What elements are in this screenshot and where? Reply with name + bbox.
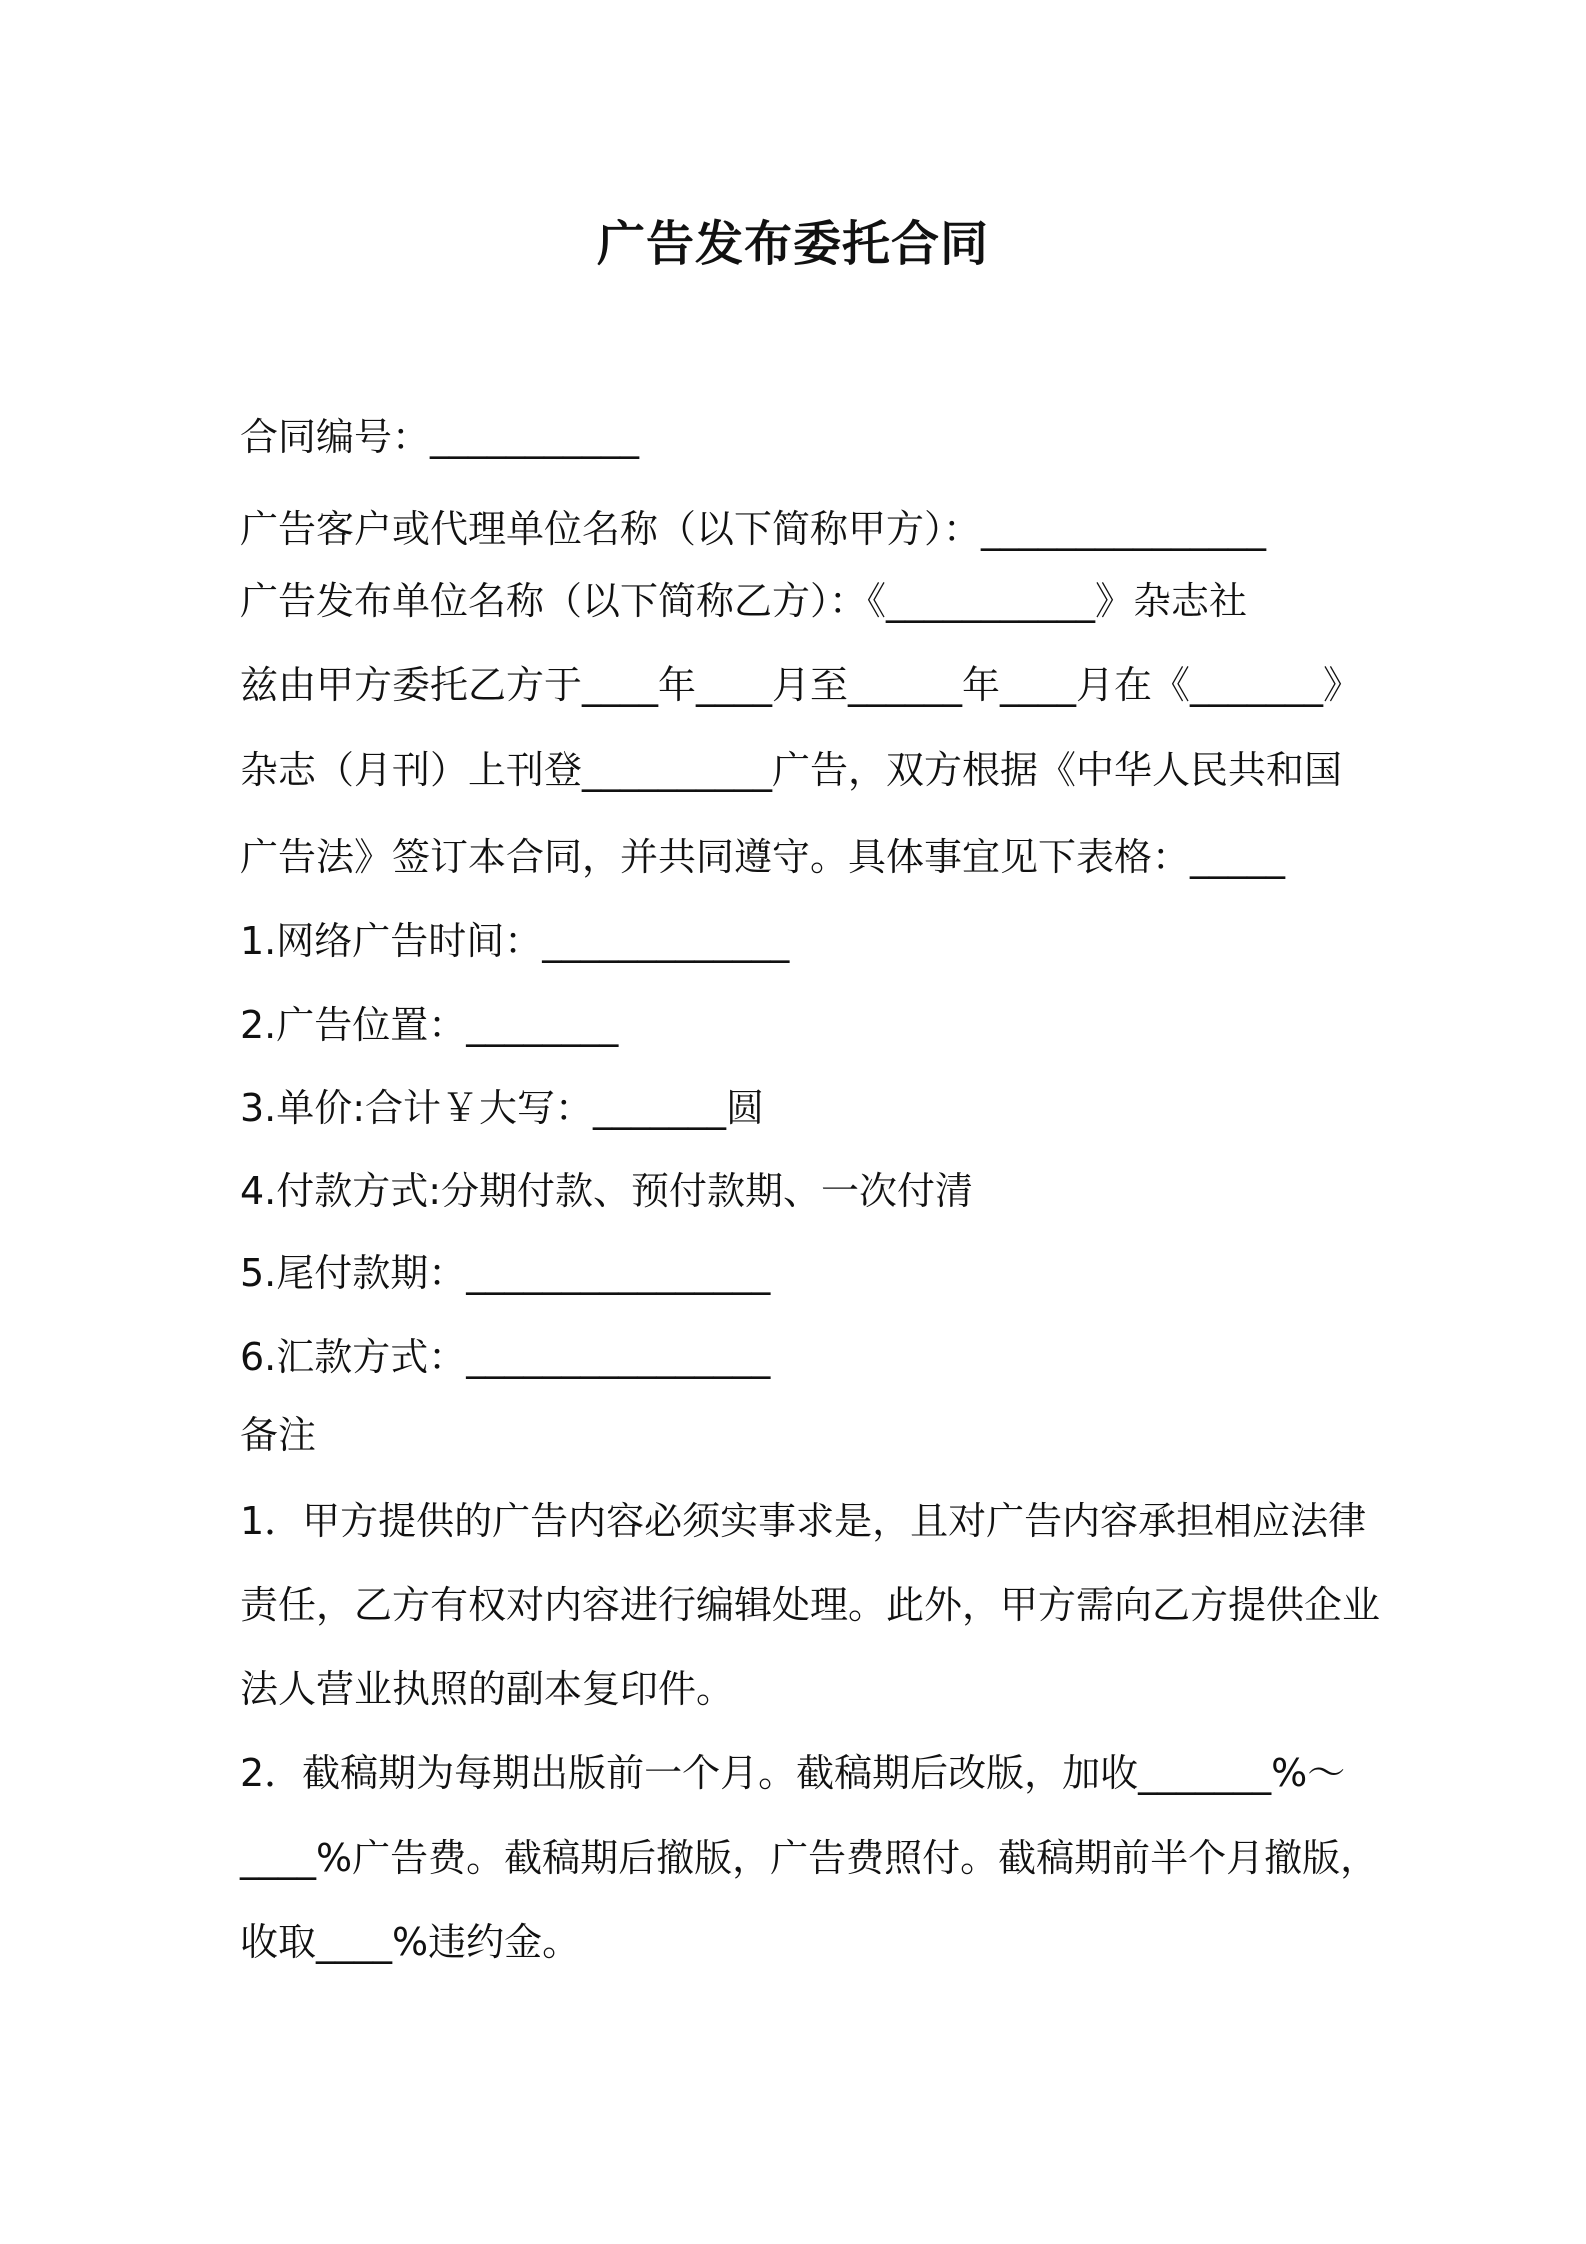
intro-paragraph-line-1: 兹由甲方委托乙方于____年____月至______年____月在《_______》: [240, 663, 1362, 707]
remark-2-line-3: 收取____%违约金。: [240, 1920, 581, 1964]
intro-paragraph-line-2: 杂志（月刊）上刊登__________广告，双方根据《中华人民共和国: [240, 748, 1343, 792]
remarks-heading: 备注: [240, 1413, 317, 1457]
remark-2-line-2: ____%广告费。截稿期后撤版，广告费照付。截稿期前半个月撤版，: [240, 1836, 1379, 1880]
party-a-name-line: 广告客户或代理单位名称（以下简称甲方）：_______________: [240, 507, 1267, 551]
item-final-payment-date: 5.尾付款期：________________: [240, 1251, 771, 1295]
remark-1-line-3: 法人营业执照的副本复印件。: [240, 1667, 735, 1711]
contract-number-line: 合同编号：___________: [240, 415, 640, 459]
item-payment-method: 4.付款方式:分期付款、预付款期、一次付清: [240, 1169, 974, 1213]
page-title: 广告发布委托合同: [596, 216, 989, 272]
item-remittance-method: 6.汇款方式：________________: [240, 1335, 771, 1379]
item-ad-position: 2.广告位置：________: [240, 1003, 619, 1047]
party-b-name-line: 广告发布单位名称（以下简称乙方）：《___________》杂志社: [240, 579, 1248, 623]
remark-1-line-1: 1．甲方提供的广告内容必须实事求是，且对广告内容承担相应法律: [240, 1499, 1367, 1543]
intro-paragraph-line-3: 广告法》签订本合同，并共同遵守。具体事宜见下表格：_____: [240, 835, 1286, 879]
remark-2-line-1: 2．截稿期为每期出版前一个月。截稿期后改版，加收_______%～: [240, 1751, 1346, 1795]
item-unit-price: 3.单价:合计￥大写：_______圆: [240, 1086, 765, 1130]
item-ad-time: 1.网络广告时间：_____________: [240, 919, 790, 963]
remark-1-line-2: 责任，乙方有权对内容进行编辑处理。此外，甲方需向乙方提供企业: [240, 1583, 1381, 1627]
